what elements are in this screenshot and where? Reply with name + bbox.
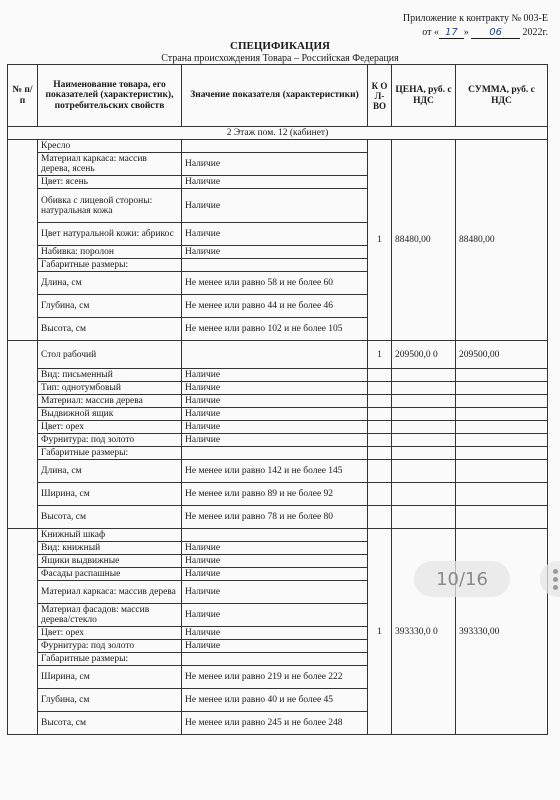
attr-name: Обивка с лицевой стороны: натуральная кожа: [38, 189, 182, 223]
appendix-line: Приложение к контракту № 003-Е: [402, 13, 548, 24]
attr-value: [182, 259, 368, 272]
attr-name: Ширина, см: [38, 666, 182, 689]
item-title-row: [8, 341, 548, 369]
attr-name: Глубина, см: [38, 295, 182, 318]
attr-name: Материал каркаса: массив дерева: [38, 581, 182, 604]
attr-name: Габаритные размеры:: [38, 447, 182, 460]
item-title: Стол рабочий: [38, 341, 182, 369]
attr-name: Тип: однотумбовый: [38, 382, 182, 395]
document-subtitle: Страна происхождения Товара – Российская Федерация: [161, 53, 399, 64]
item-num-cell: [8, 140, 38, 341]
item-qty: 1: [368, 341, 392, 369]
page-indicator: 10/16: [414, 561, 510, 597]
item-num-cell: [8, 341, 38, 529]
attr-value: Не менее или равно 89 и не более 92: [182, 483, 368, 506]
item-title-value: [182, 140, 368, 153]
attr-name: Глубина, см: [38, 689, 182, 712]
table-row: [8, 460, 548, 483]
table-row: [8, 447, 548, 460]
item-title: Кресло: [38, 140, 182, 153]
section-label: 2 Этаж пом. 12 (кабинет): [8, 127, 548, 140]
attr-value: Наличие: [182, 189, 368, 223]
attr-name: Цвет: орех: [38, 627, 182, 640]
col-header-name: Наименование товара, его показателей (характеристик), потребительских свойств: [38, 65, 182, 127]
item-num-cell: [8, 529, 38, 735]
col-header-price: ЦЕНА, руб. с НДС: [392, 65, 456, 127]
attr-name: Фасады распашные: [38, 568, 182, 581]
attr-value: Наличие: [182, 581, 368, 604]
attr-name: Высота, см: [38, 506, 182, 529]
attr-name: Габаритные размеры:: [38, 653, 182, 666]
attr-value: Не менее или равно 219 и не более 222: [182, 666, 368, 689]
date-prefix: от «: [422, 27, 440, 38]
attr-name: Вид: книжный: [38, 542, 182, 555]
attr-name: Фурнитура: под золото: [38, 434, 182, 447]
attr-name: Длина, см: [38, 272, 182, 295]
item-title-row: [8, 140, 548, 153]
item-sum: 88480,00: [456, 140, 548, 341]
item-title-row: [8, 529, 548, 542]
table-row: [8, 483, 548, 506]
attr-name: Ящики выдвижные: [38, 555, 182, 568]
table-row: [8, 506, 548, 529]
item-title-value: [182, 529, 368, 542]
table-row: [8, 369, 548, 382]
attr-name: Материал: массив дерева: [38, 395, 182, 408]
attr-name: Ширина, см: [38, 483, 182, 506]
table-row: [8, 395, 548, 408]
attr-value: [182, 653, 368, 666]
attr-value: Наличие: [182, 246, 368, 259]
attr-value: Не менее или равно 78 и не более 80: [182, 506, 368, 529]
attr-value: Наличие: [182, 153, 368, 176]
date-month-handwritten: 06: [471, 27, 520, 39]
attr-value: [182, 447, 368, 460]
contract-date: [403, 26, 548, 40]
attr-value: Наличие: [182, 555, 368, 568]
attr-name: Высота, см: [38, 318, 182, 341]
attr-value: Наличие: [182, 542, 368, 555]
date-day-handwritten: 17: [439, 27, 464, 39]
attr-value: Наличие: [182, 369, 368, 382]
col-header-value: Значение показателя (характеристики): [182, 65, 368, 127]
item-title: Книжный шкаф: [38, 529, 182, 542]
attr-name: Материал каркаса: массив дерева, ясень: [38, 153, 182, 176]
table-row: [8, 382, 548, 395]
specification-table: [7, 64, 548, 735]
attr-value: Наличие: [182, 640, 368, 653]
attr-value: Наличие: [182, 568, 368, 581]
item-qty: 1: [368, 529, 392, 735]
col-header-sum: СУММА, руб. с НДС: [456, 65, 548, 127]
attr-name: Габаритные размеры:: [38, 259, 182, 272]
attr-value: Наличие: [182, 223, 368, 246]
item-sum: 209500,00: [456, 341, 548, 369]
attr-name: Материал фасадов: массив дерева/стекло: [38, 604, 182, 627]
table-row: [8, 421, 548, 434]
attr-name: Выдвижной ящик: [38, 408, 182, 421]
attr-value: Не менее или равно 142 и не более 145: [182, 460, 368, 483]
attr-value: Не менее или равно 245 и не более 248: [182, 712, 368, 735]
col-header-qty: К О Л- ВО: [368, 65, 392, 127]
attr-name: Набивка: поролон: [38, 246, 182, 259]
document-title: СПЕЦИФИКАЦИЯ: [230, 40, 330, 52]
date-mid: »: [463, 27, 469, 38]
item-price: 88480,00: [392, 140, 456, 341]
attr-value: Наличие: [182, 382, 368, 395]
item-sum: 393330,00: [456, 529, 548, 735]
item-price: 209500,0 0: [392, 341, 456, 369]
attr-name: Высота, см: [38, 712, 182, 735]
appendix-header: [403, 12, 548, 40]
attr-name: Вид: письменный: [38, 369, 182, 382]
attr-value: Наличие: [182, 421, 368, 434]
attr-value: Не менее или равно 102 и не более 105: [182, 318, 368, 341]
attr-name: Цвет: орех: [38, 421, 182, 434]
attr-value: Наличие: [182, 604, 368, 627]
item-title-value: [182, 341, 368, 369]
date-year: 2022г.: [522, 27, 548, 38]
attr-value: Наличие: [182, 395, 368, 408]
attr-name: Фурнитура: под золото: [38, 640, 182, 653]
attr-value: Наличие: [182, 434, 368, 447]
section-row: [8, 127, 548, 140]
attr-value: Наличие: [182, 627, 368, 640]
attr-value: Наличие: [182, 408, 368, 421]
col-header-num: № п/п: [8, 65, 38, 127]
item-qty: 1: [368, 140, 392, 341]
table-row: [8, 434, 548, 447]
attr-name: Цвет: ясень: [38, 176, 182, 189]
attr-value: Не менее или равно 58 и не более 60: [182, 272, 368, 295]
attr-name: Длина, см: [38, 460, 182, 483]
table-header-row: [8, 65, 548, 127]
table-row: [8, 408, 548, 421]
attr-value: Наличие: [182, 176, 368, 189]
item-price: 393330,0 0: [392, 529, 456, 735]
attr-value: Не менее или равно 40 и не более 45: [182, 689, 368, 712]
attr-value: Не менее или равно 44 и не более 46: [182, 295, 368, 318]
attr-name: Цвет натуральной кожи: абрикос: [38, 223, 182, 246]
